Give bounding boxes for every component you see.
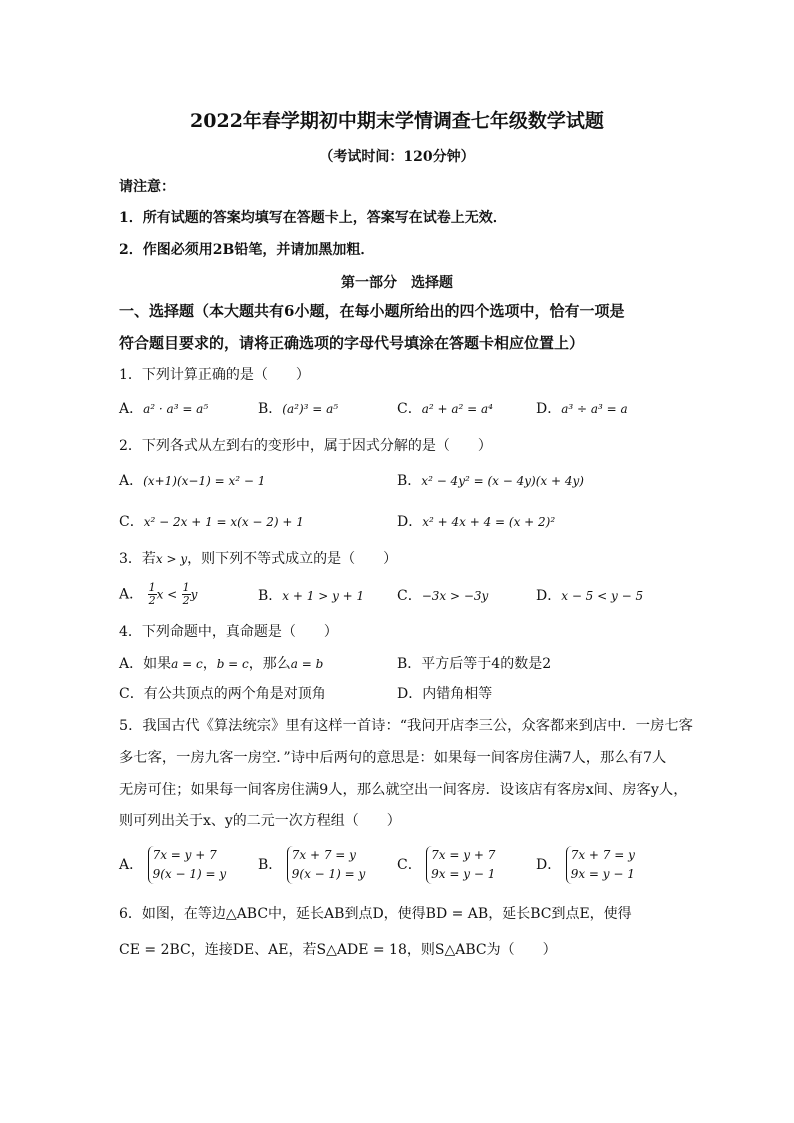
fraction-half: $\frac{1}{2}$	[148, 581, 156, 607]
notice-item-1: 1．所有试题的答案均填写在答题卡上，答案写在试卷上无效．	[119, 210, 507, 226]
section-intro-line-1: 一、选择题（本大题共有6小题，在每小题所给出的四个选项中，恰有一项是	[119, 302, 625, 320]
question-3-option-d: D．x − 5 < y − 5	[536, 588, 644, 604]
question-2-stem: 2．下列各式从左到右的变形中，属于因式分解的是（ ）	[119, 438, 492, 454]
equation-system: 7x = y + 7 9x = y − 1	[426, 846, 495, 884]
question-2-option-c: C．x² − 2x + 1 = x(x − 2) + 1	[119, 514, 304, 530]
question-5-line-1: 5．我国古代《算法统宗》里有这样一首诗：“我问开店李三公，众客都来到店中．一房七客	[119, 718, 693, 734]
question-4-stem: 4．下列命题中，真命题是（ ）	[119, 624, 338, 640]
notice-item-2: 2．作图必须用2B铅笔，并请加黑加粗．	[119, 242, 375, 258]
question-1-option-d: D．a³ ÷ a³ = a	[536, 401, 628, 417]
question-5-line-4: 则可列出关于x、y的二元一次方程组（ ）	[119, 813, 401, 829]
question-3-option-c: C．−3x > −3y	[397, 588, 489, 604]
question-5-line-2: 多七客，一房九客一房空．”诗中后两句的意思是：如果每一间客房住满7人，那么有7人	[119, 750, 667, 766]
question-4-option-b: B．平方后等于4的数是2	[397, 656, 552, 672]
question-6-line-1: 6．如图，在等边△ABC中，延长AB到点D，使得BD = AB，延长BC到点E，使得	[119, 906, 632, 922]
question-1-stem: 1．下列计算正确的是（ ）	[119, 367, 310, 383]
question-2-option-d: D．x² + 4x + 4 = (x + 2)²	[397, 514, 556, 530]
notice-heading: 请注意：	[119, 179, 175, 195]
question-4-option-d: D．内错角相等	[397, 686, 493, 702]
question-3-option-b: B．x + 1 > y + 1	[258, 588, 365, 604]
section-title: 第一部分 选择题	[341, 275, 453, 291]
equation-system: 7x + 7 = y 9(x − 1) = y	[287, 846, 366, 884]
question-5-line-3: 无房可住；如果每一间客房住满9人，那么就空出一间客房．设该店有客房x间、房客y人，	[119, 782, 688, 798]
question-3-option-a: A． $\frac{1}{2}$ x < $\frac{1}{2}$ y	[119, 581, 198, 607]
question-1-option-a: A．a² · a³ = a⁵	[119, 401, 209, 417]
question-5-option-b: B． 7x + 7 = y 9(x − 1) = y	[258, 846, 365, 884]
exam-title: 2022年春学期初中期末学情调查七年级数学试题	[190, 110, 604, 132]
question-2-option-b: B．x² − 4y² = (x − 4y)(x + 4y)	[397, 473, 584, 489]
section-intro-line-2: 符合题目要求的，请将正确选项的字母代号填涂在答题卡相应位置上）	[119, 334, 585, 352]
question-1-option-b: B．(a²)³ = a⁵	[258, 401, 339, 417]
question-2-option-a: A．(x+1)(x−1) = x² − 1	[119, 473, 266, 489]
question-5-option-a: A． 7x = y + 7 9(x − 1) = y	[119, 846, 226, 884]
question-4-option-a: A．如果a = c，b = c，那么a = b	[119, 656, 324, 672]
question-3-stem: 3．若x > y，则下列不等式成立的是（ ）	[119, 551, 398, 567]
question-5-option-d: D． 7x + 7 = y 9x = y − 1	[536, 846, 635, 884]
exam-duration: （考试时间：120分钟）	[319, 149, 475, 165]
question-4-option-c: C．有公共顶点的两个角是对顶角	[119, 686, 326, 702]
equation-system: 7x = y + 7 9(x − 1) = y	[148, 846, 227, 884]
fraction-half: $\frac{1}{2}$	[182, 581, 190, 607]
question-5-option-c: C． 7x = y + 7 9x = y − 1	[397, 846, 495, 884]
question-6-line-2: CE = 2BC，连接DE、AE，若S△ADE = 18，则S△ABC为（ ）	[119, 942, 557, 958]
question-1-option-c: C．a² + a² = a⁴	[397, 401, 493, 417]
equation-system: 7x + 7 = y 9x = y − 1	[566, 846, 635, 884]
